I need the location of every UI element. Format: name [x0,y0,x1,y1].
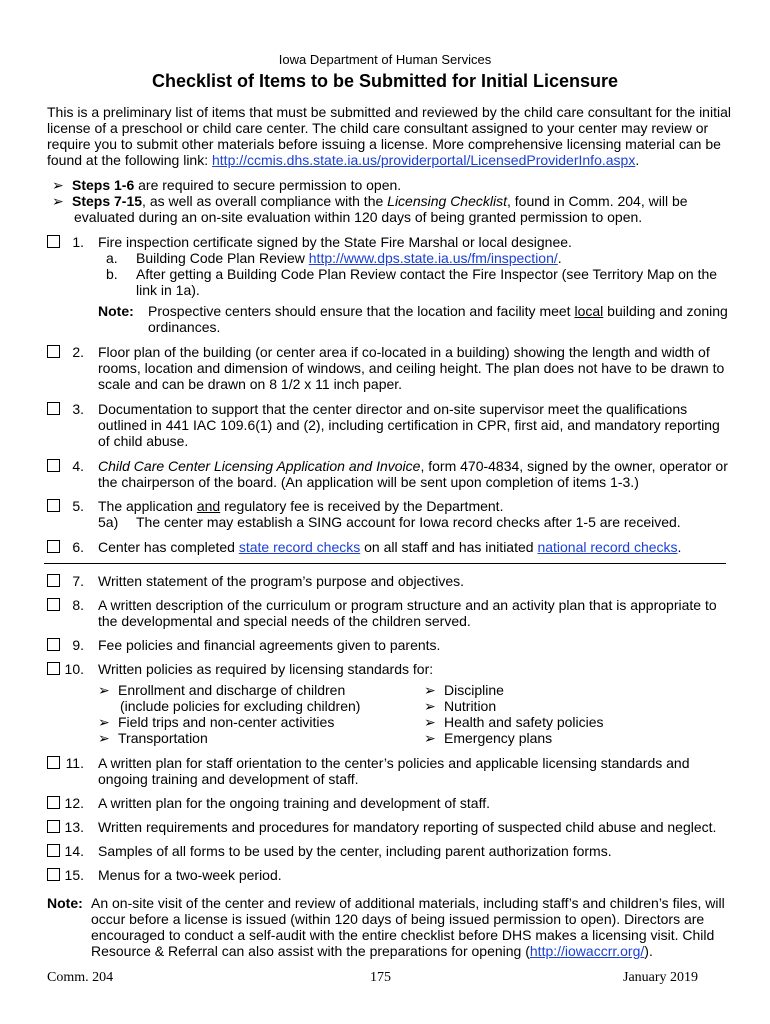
item-11-text-line-2: ongoing training and development of staff. [98,771,359,787]
bullet-steps-1-6: ➢ Steps 1-6 are required to secure permission to open. [52,177,402,193]
item-number: 5. [72,498,84,514]
final-note-label: Note: [47,895,83,911]
arrow-bullet-icon: ➢ [52,193,64,209]
footer-page-number: 175 [370,970,391,985]
note-1-text: Prospective centers should ensure that the location and facility meet local building and zoning [148,303,728,319]
item-1b-text-line-2: link in 1a). [136,282,200,298]
final-note-line-1: An on-site visit of the center and review of additional materials, including staff’s and children’s files, will [91,895,725,911]
final-note-line-2: occur before a license is issued (within 120 days of being issued permission to open). Directors are [91,911,705,927]
item-number: 14. [64,843,84,859]
page-title: Checklist of Items to be Submitted for Initial Licensure [151,71,619,91]
item-2-text: Floor plan of the building (or center area if co-located in a building) showing the length and width of [98,344,710,360]
national-record-checks-link[interactable]: national record checks [537,539,678,555]
item-1-text: Fire inspection certificate signed by the State Fire Marshal or local designee. [98,234,572,250]
item-4-text: Child Care Center Licensing Application and Invoice, form 470-4834, signed by the owner, operator or [98,458,728,474]
item-number: 4. [72,458,84,474]
item-2-text-line-2: rooms, location and dimension of windows, and ceiling height. The plan does not have to be drawn to [98,360,725,376]
item-8-text-line-2: the developmental and special needs of the children served. [98,613,471,629]
item-4-text-line-2: the chairperson of the board. (An application will be sent upon completion of items 1-3.) [98,474,639,490]
bullet-steps-7-15-line-2: evaluated during an on-site evaluation within 120 days of being granted permission to open. [74,209,643,225]
item-1b-text: After getting a Building Code Plan Review contact the Fire Inspector (see Territory Map on the [136,266,718,282]
arrow-bullet-icon: ➢ [98,714,110,730]
footer-date: January 2019 [623,970,699,985]
item-number: 10. [64,661,84,677]
final-note-line-4: Resource & Referral can also assist with the preparations for opening (http://iowaccrr.org/). [91,943,653,959]
intro-line-3: require you to submit other materials before issuing a license. More comprehensive licensing material can be [47,136,721,152]
item-14-text: Samples of all forms to be used by the center, including parent authorization forms. [98,843,612,859]
item-8-text: A written description of the curriculum or program structure and an activity plan that is appropriate to [98,597,717,613]
department-name: Iowa Department of Human Services [278,52,492,67]
item-number: 1. [72,234,84,250]
sub-item-label: 5a) [98,514,119,530]
iowaccrr-link[interactable]: http://iowaccrr.org/ [529,943,645,959]
item-2-text-line-3: scale and can be drawn on 8 1/2 x 11 inch paper. [98,376,403,392]
item-number: 8. [72,597,84,613]
item-9-text: Fee policies and financial agreements given to parents. [98,637,441,653]
policy-discipline: ➢ Discipline [424,682,504,698]
item-11-text: A written plan for staff orientation to the center’s policies and applicable licensing standards and [98,755,690,771]
policy-enrollment-line-2: (include policies for excluding children) [120,698,361,714]
item-10-text: Written policies as required by licensing standards for: [98,661,434,677]
item-6-text: Center has completed state record checks on all staff and has initiated national record checks. [98,539,682,555]
item-5-text: The application and regulatory fee is received by the Department. [98,498,504,514]
item-15-text: Menus for a two-week period. [98,867,282,883]
arrow-bullet-icon: ➢ [424,698,436,714]
final-note-line-3: encouraged to conduct a self-audit with the entire checklist before DHS makes a licensing visit. Child [91,927,715,943]
policy-emergency: ➢ Emergency plans [424,730,553,746]
item-number: 13. [64,819,84,835]
item-12-text: A written plan for the ongoing training and development of staff. [98,795,490,811]
item-number: 12. [64,795,84,811]
item-5a-text: The center may establish a SING account for Iowa record checks after 1-5 are received. [136,514,681,530]
arrow-bullet-icon: ➢ [424,682,436,698]
item-number: 6. [72,539,84,555]
arrow-bullet-icon: ➢ [424,714,436,730]
intro-line-4: found at the following link: http://ccmis.dhs.state.ia.us/providerportal/LicensedProviderInfo.aspx. [47,152,640,168]
item-number: 15. [64,867,84,883]
licensing-info-link[interactable]: http://ccmis.dhs.state.ia.us/providerportal/LicensedProviderInfo.aspx [212,152,636,168]
item-1a-text: Building Code Plan Review http://www.dps.state.ia.us/fm/inspection/. [136,250,562,266]
section-divider [44,563,726,564]
item-number: 11. [65,755,84,771]
item-3-text-line-3: of child abuse. [98,433,189,449]
intro-line-1: This is a preliminary list of items that must be submitted and reviewed by the child care consultant for the initial [47,104,731,120]
arrow-bullet-icon: ➢ [98,730,110,746]
footer-form-number: Comm. 204 [47,970,114,985]
note-label: Note: [98,303,134,319]
policy-enrollment: ➢ Enrollment and discharge of children [98,682,346,698]
bullet-steps-7-15: ➢ Steps 7-15, as well as overall compliance with the Licensing Checklist, found in Comm. 204, will be [52,193,688,209]
policy-field-trips: ➢ Field trips and non-center activities [98,714,335,730]
item-number: 3. [72,401,84,417]
intro-line-2: license of a preschool or child care center. The child care consultant assigned to your center may review or [47,120,709,136]
arrow-bullet-icon: ➢ [424,730,436,746]
item-number: 7. [72,573,84,589]
item-number: 2. [72,344,84,360]
item-3-text: Documentation to support that the center director and on-site supervisor meet the qualifications [98,401,688,417]
arrow-bullet-icon: ➢ [52,177,64,193]
policy-health-safety: ➢ Health and safety policies [424,714,604,730]
sub-item-label: a. [106,250,118,266]
item-7-text: Written statement of the program’s purpose and objectives. [98,573,465,589]
arrow-bullet-icon: ➢ [98,682,110,698]
sub-item-label: b. [106,266,118,282]
policy-nutrition: ➢ Nutrition [424,698,497,714]
item-number: 9. [72,637,84,653]
note-1-text-line-2: ordinances. [148,319,221,335]
item-3-text-line-2: outlined in 441 IAC 109.6(1) and (2), including certification in CPR, first aid, and mandatory reporting [98,417,720,433]
policy-transportation: ➢ Transportation [98,730,208,746]
fire-inspection-link[interactable]: http://www.dps.state.ia.us/fm/inspection/ [308,250,558,266]
item-13-text: Written requirements and procedures for mandatory reporting of suspected child abuse and neglect. [98,819,717,835]
state-record-checks-link[interactable]: state record checks [238,539,361,555]
